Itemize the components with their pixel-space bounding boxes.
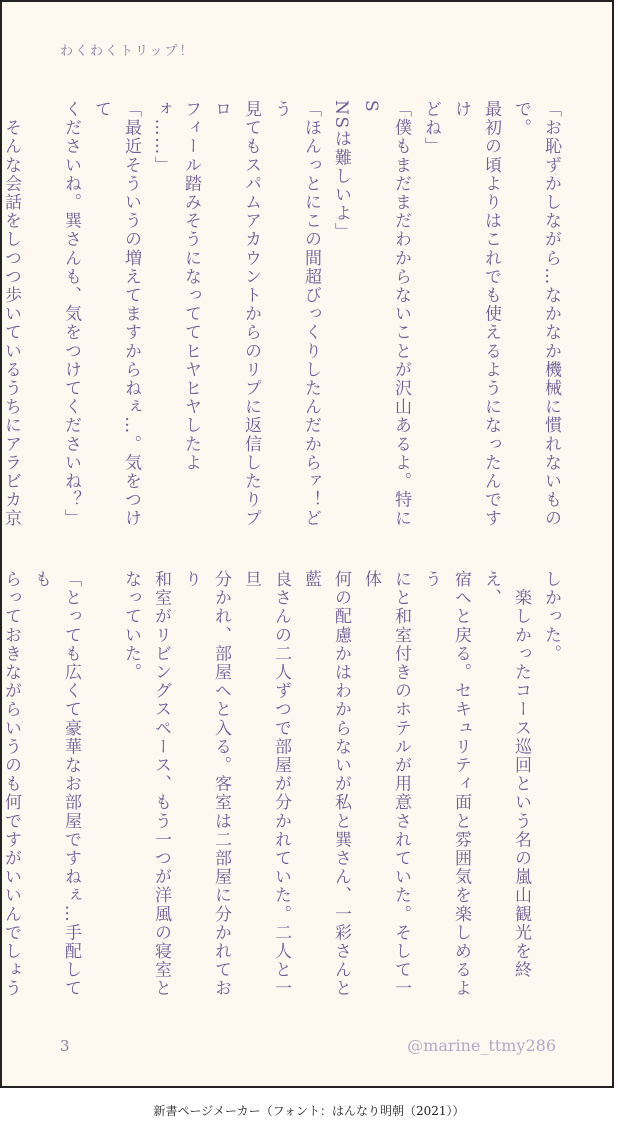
text-line: 和室がリビングスペース、もう一つが洋風の寝室と — [151, 570, 171, 998]
text-line: 楽しかったコース巡回という名の嵐山観光を終え、 — [481, 570, 531, 980]
text-line: 分かれ、部屋へと入る。客室は二部屋に分かれており — [181, 570, 231, 998]
text-line: 良さんの二人ずつで部屋が分かれていた。二人と一旦 — [241, 570, 291, 998]
text-line: らっておきながらいうのも何ですがいいんでしょう — [1, 570, 21, 998]
text-line: そんな会話をしつつ歩いているうちにアラビカ京 — [1, 118, 21, 528]
blank-line — [86, 570, 116, 1010]
text-line: くださいね。巽さんも、気をつけてくださいね？」 — [61, 100, 81, 528]
text-line: にと和室付きのホテルが用意されていた。そして一体 — [361, 570, 411, 998]
generator-caption: 新書ページメーカー（フォント：はんなり明朝（2021）） — [153, 1104, 465, 1118]
text-line: 「僕もまだまだわからないことが沢山あるよ。特にS — [361, 100, 411, 528]
text-line: どね」 — [421, 100, 441, 156]
text-line: 「とっても広くて豪華なお部屋ですねぇ…手配しても — [31, 570, 81, 998]
text-line: 見てもスパムアカウントからのリプに返信したりプロ — [211, 100, 261, 528]
text-line: 最初の頃よりはこれでも使えるようになったんですけ — [451, 100, 501, 528]
text-line: なっていた。 — [121, 570, 141, 682]
text-line: 「ほんっとにこの間超びっくりしたんだからァ！どう — [271, 100, 321, 528]
header-title: わくわくトリップ！ — [60, 44, 195, 59]
text-line: フィール踏みそうになっててヒヤヒヤしたよォ……」 — [151, 100, 201, 472]
author-handle: @marine_ttmy286 — [407, 1036, 556, 1055]
blank-line — [26, 100, 56, 534]
text-line: 「お恥ずかしながら…なかなか機械に慣れないもので。 — [511, 100, 561, 528]
text-line: 宿へと戻る。セキュリティ面と雰囲気を楽しめるよう — [421, 570, 471, 998]
text-line: 何の配慮かはわからないが私と巽さん、一彩さんと藍 — [301, 570, 351, 998]
text-line: しかった。 — [541, 570, 561, 663]
upper-text-column — [1, 100, 566, 534]
text-line: 「最近そういうの増えてますからねぇ…。気をつけて — [91, 100, 141, 528]
lower-text-column — [1, 570, 566, 1010]
page-number: 3 — [60, 1037, 70, 1055]
text-line: NSは難しいよ」 — [331, 100, 351, 242]
